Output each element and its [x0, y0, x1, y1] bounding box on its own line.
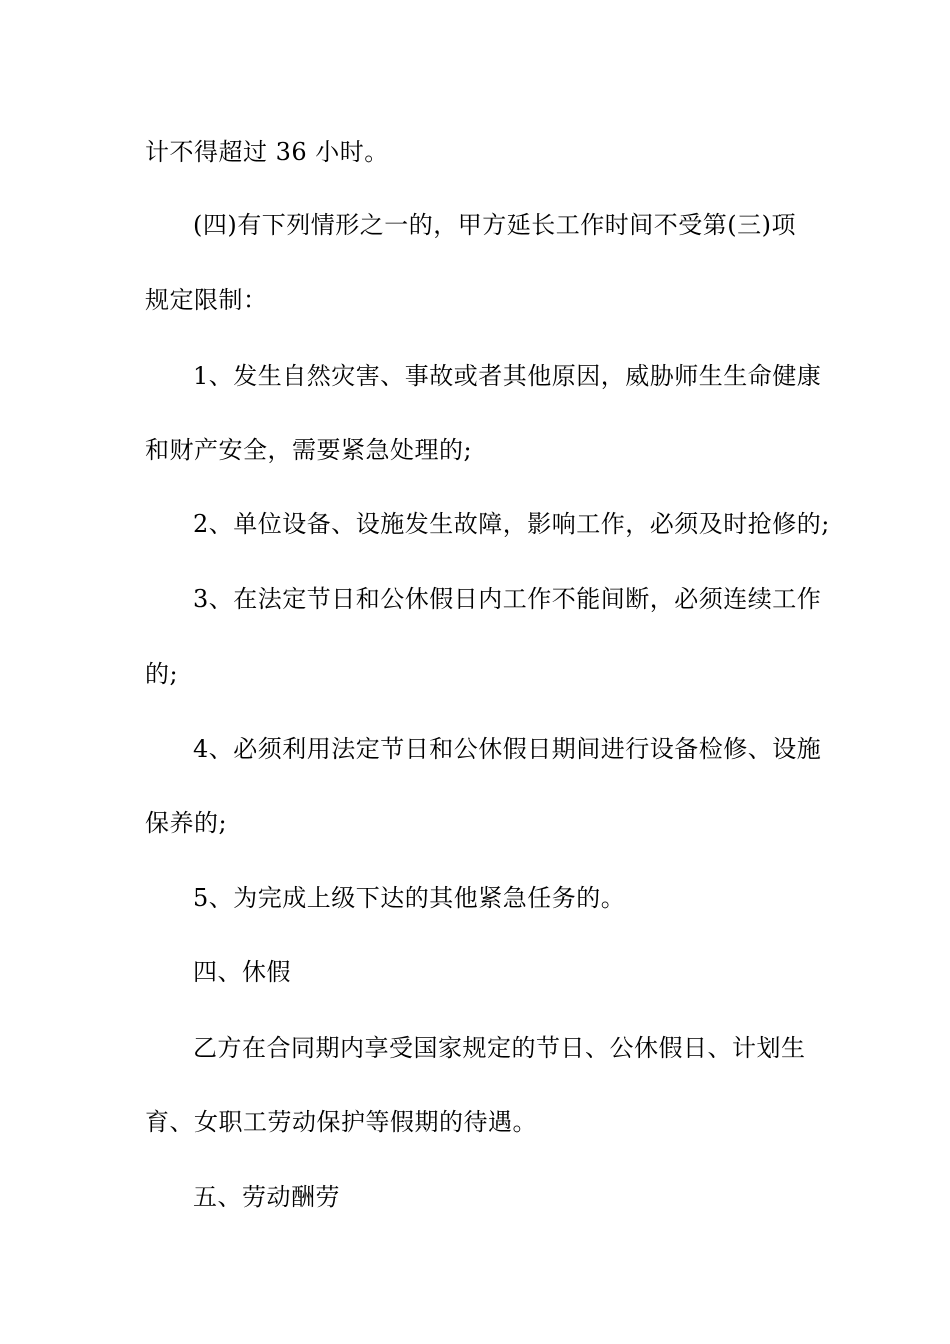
text-line-9: 4、必须利用法定节日和公休假日期间进行设备检修、设施 — [193, 735, 822, 763]
text-line-7: 3、在法定节日和公休假日内工作不能间断，必须连续工作 — [193, 585, 822, 613]
text-line-4: 1、发生自然灾害、事故或者其他原因，威胁师生生命健康 — [193, 362, 822, 390]
text-line-2: (四)有下列情形之一的，甲方延长工作时间不受第(三)项 — [193, 211, 796, 239]
section-heading-remuneration: 五、劳动酬劳 — [193, 1183, 340, 1211]
text-line-6: 2、单位设备、设施发生故障，影响工作，必须及时抢修的; — [193, 510, 830, 538]
text-line-5: 和财产安全，需要紧急处理的; — [145, 436, 473, 464]
text-line-13: 乙方在合同期内享受国家规定的节日、公休假日、计划生 — [193, 1034, 806, 1062]
text-line-14: 育、女职工劳动保护等假期的待遇。 — [145, 1108, 537, 1136]
section-heading-vacation: 四、休假 — [193, 958, 291, 986]
text-line-10: 保养的; — [145, 809, 228, 837]
text-line-8: 的; — [145, 660, 179, 688]
text-line-11: 5、为完成上级下达的其他紧急任务的。 — [193, 884, 626, 912]
text-line-1: 计不得超过 36 小时。 — [145, 138, 389, 166]
text-line-3: 规定限制： — [145, 286, 268, 314]
